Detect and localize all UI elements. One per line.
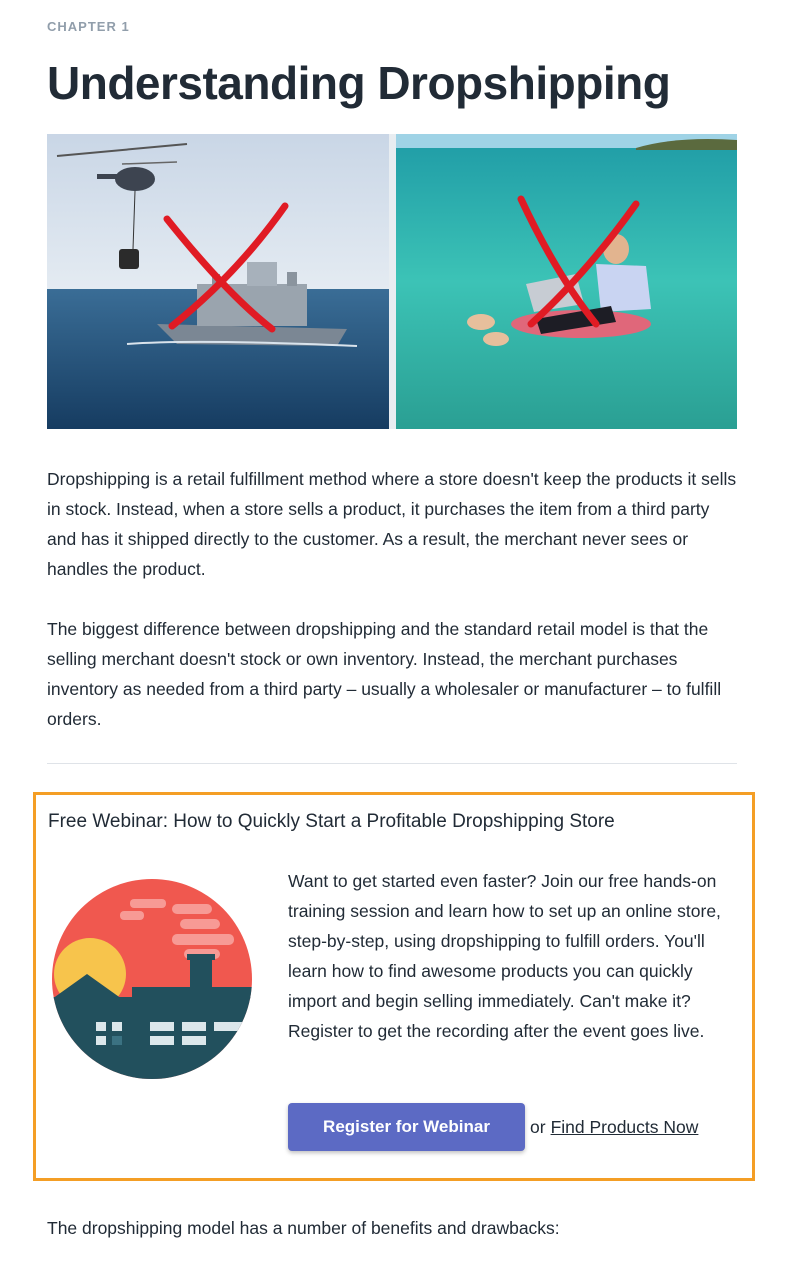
find-products-link[interactable]: Find Products Now: [550, 1116, 699, 1137]
helicopter-ship-image: [47, 134, 389, 429]
image-divider: [389, 134, 396, 429]
webinar-title: Free Webinar: How to Quickly Start a Profitable Dropshipping Store: [48, 811, 615, 832]
benefits-paragraph: The dropshipping model has a number of benefits and drawbacks:: [47, 1218, 560, 1238]
difference-paragraph: The biggest difference between dropshipping and the standard retail model is that the selling merchant doesn't stock or own inventory. Instead, the merchant purchases inventory as needed from a third party – usually a wholesaler or manufacturer – to fulfill orders.: [47, 619, 722, 729]
webinar-actions: [288, 1103, 698, 1151]
webinar-callout: [33, 792, 755, 1181]
divider: [47, 763, 737, 764]
hero-image: [47, 134, 737, 429]
man-laptop-sea-image: [396, 134, 737, 429]
page-title: Understanding Dropshipping: [47, 57, 671, 109]
register-webinar-button[interactable]: Register for Webinar: [288, 1103, 525, 1151]
or-text: or: [530, 1116, 546, 1137]
factory-icon: [52, 879, 253, 1080]
webinar-description: Want to get started even faster? Join our free hands-on training session and learn how to set up an online store, step-by-step, using dropshipping to fulfill orders. You'll learn how to find awesome products you can quickly import and begin selling immediately. Can't make it? Register to get the recording after the event goes live.: [288, 871, 721, 1041]
chapter-label: CHAPTER 1: [47, 19, 130, 34]
intro-paragraph: Dropshipping is a retail fulfillment method where a store doesn't keep the products it sells in stock. Instead, when a store sells a product, it purchases the item from a third party and has it shipped directly to the customer. As a result, the merchant never sees or handles the product.: [47, 469, 737, 579]
